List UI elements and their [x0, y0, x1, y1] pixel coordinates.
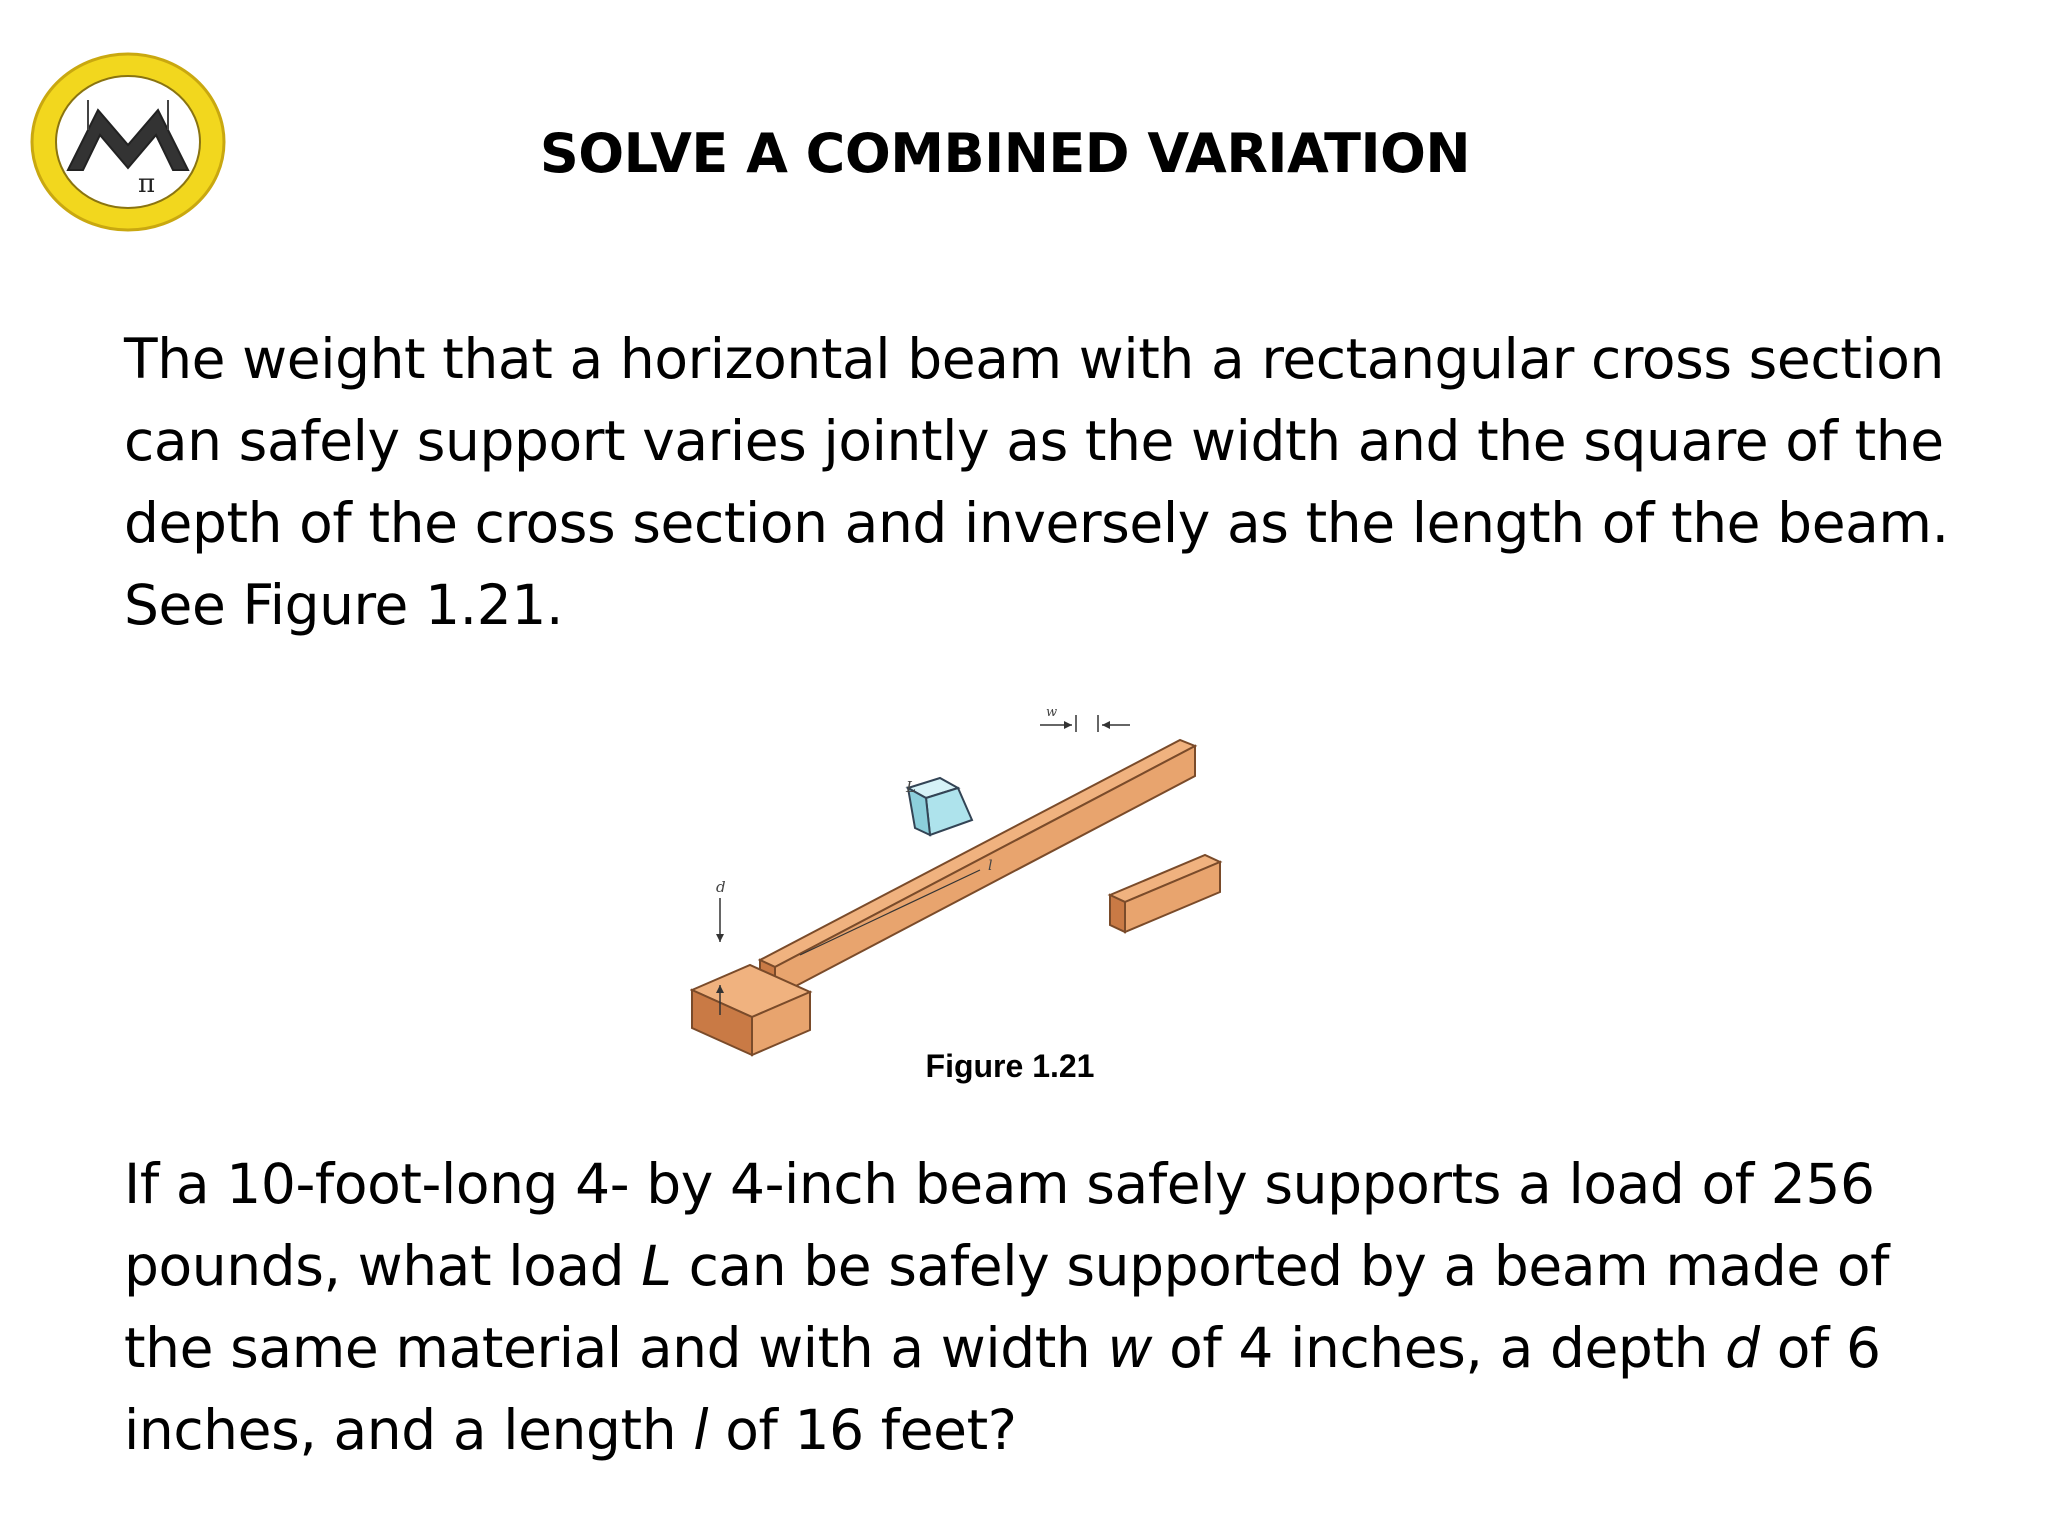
- figure-label-load: L: [906, 778, 916, 796]
- question-part-1: If a 10-foot-long 4- by 4-inch beam safely supports a load of 256 pounds, what load: [124, 1152, 1875, 1298]
- problem-question: [124, 1143, 1984, 1471]
- question-part-5: of 16 feet?: [708, 1398, 1017, 1462]
- beam-figure: [690, 670, 1250, 1070]
- question-part-4: of 6 inches, and a length: [124, 1316, 1881, 1462]
- svg-text:π: π: [138, 169, 156, 199]
- question-var-L: L: [641, 1234, 672, 1298]
- beam-front: [775, 746, 1195, 997]
- load-block-front: [926, 788, 972, 835]
- right-support-side: [1110, 895, 1125, 932]
- question-var-w: w: [1107, 1316, 1153, 1380]
- question-part-2: can be safely supported by a beam made of the same material and with a width: [124, 1234, 1890, 1380]
- question-var-d: d: [1725, 1316, 1760, 1380]
- problem-statement: The weight that a horizontal beam with a rectangular cross section can safely support varies jointly as the width and the square of the depth of the cross section and inversely as the length of the beam. See Figure 1.21.: [124, 327, 1949, 637]
- question-var-l: l: [693, 1398, 709, 1462]
- figure-label-l: l: [988, 858, 993, 874]
- figure-label-w: w: [1046, 705, 1058, 720]
- slide-title: SOLVE A COMBINED VARIATION: [539, 122, 1471, 185]
- figure-label-d: d: [716, 878, 726, 896]
- question-part-3: of 4 inches, a depth: [1152, 1316, 1726, 1380]
- figure-caption: Figure 1.21: [925, 1048, 1095, 1084]
- beam-top: [760, 740, 1195, 967]
